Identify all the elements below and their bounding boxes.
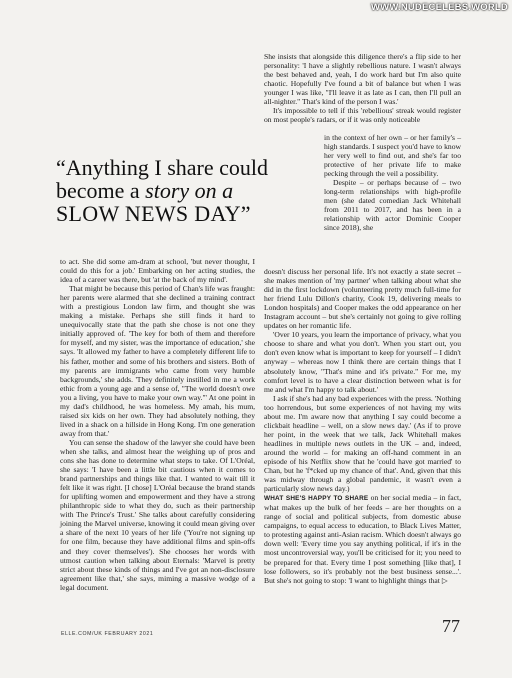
watermark: WWW.NUDECELEBS.WORLD: [371, 2, 508, 13]
right-column-bottom: [264, 267, 461, 585]
pull-quote: [56, 156, 316, 225]
left-column: [60, 257, 255, 592]
paragraph: 'Over 10 years, you learn the importance of privacy, what you choose to share and what you don't. When you start out, you don't even know what is important to keep for yourself – I didn't anyway – whereas now I think there are certain things that I absolutely know, "That's mine and it's private." For me, my comfort level is to have a clear distinction between what is for me and what I'm happy to talk about.': [264, 330, 461, 394]
paragraph: Despite – or perhaps because of – two long-term relationships with high-profile men (she dated comedian Jack Whitehall from 2011 to 2017, and has been in a relationship with actor Dominic Cooper since 2018), she: [324, 178, 461, 233]
right-column-top: [264, 52, 461, 124]
paragraph: doesn't discuss her personal life. It's not exactly a state secret – she makes mention of 'my partner' when talking about what she did in the first lockdown (volunteering pretty much full-time for her friend Lulu Dillon's charity, Cook 19, delivering meals to London hospitals) and Cooper makes the odd appearance on her Instagram account – but she's certainly not going to give rolling updates on her romantic life.: [264, 267, 461, 331]
right-column-narrow: [324, 133, 461, 233]
page-number: 77: [442, 616, 460, 636]
paragraph: in the context of her own – or her family's – high standards. I suspect you'd have to know her very well to find out, and she's far too protective of her private life to make pecking through the veil a possibility.: [324, 133, 461, 179]
section-lead-in: WHAT SHE'S HAPPY TO SHARE: [264, 495, 369, 503]
paragraph: She insists that alongside this diligence there's a flip side to her personality: 'I have a slightly rebellious nature. I wasn't always the best behaved and, yeah, I do work hard but I'm also quite chaotic. Hopefully I've found a bit of balance but when I was younger I was like, "I'll leave it as late as I can, then I'll pull an all-nighter." That's kind of the person I was.': [264, 52, 461, 107]
paragraph: You can sense the shadow of the lawyer she could have been when she talks, and almost hear the weighing up of pros and cons she has done to determine what steps to take. Of L'Oréal, she says: 'I have been a little bit cautious when it comes to brand partnerships and things like that. I wanted to wait till it felt like it was right. [I chose] L'Oréal because the brand stands for uplifting women and empowerment and they have a strong philanthropic side to what they do, such as their partnership with The Prince's Trust.' She talks about carefully considering joining the Marvel universe, knowing it could mean giving over a share of the next 10 years of her life ('You're not signing up for one film, because they have additional films and spin-offs and they cover themselves'). She chooses her words with utmost caution when talking about Eternals: 'Marvel is pretty strict about these kinds of things and I've got an non-disclosure agreement like that,' she says, miming a massive wodge of a legal document.: [60, 437, 255, 592]
pull-quote-line-2: become a story on a: [56, 178, 234, 203]
footer-issue: ELLE.COM/UK FEBRUARY 2021: [61, 631, 154, 637]
pull-quote-line-3: SLOW NEWS DAY”: [56, 201, 251, 226]
paragraph: WHAT SHE'S HAPPY TO SHARE on her social media – in fact, what makes up the bulk of her feeds – are her thoughts on a range of social and political subjects, from domestic abuse campaigns, to equal access to education, to Black Lives Matter, to protesting against anti-Asian racism. Which doesn't always go down well: 'Every time you say anything political, if it's in the most uncontroversial way, you'll be criticised for it; you need to be prepared for that. Every time I post something [like that], I lose followers, so it's probably not the best business sense...'. But she's not going to stop: 'I want to highlight things that ▷: [264, 493, 462, 585]
paragraph: I ask if she's had any bad experiences with the press. 'Nothing too horrendous, but some experiences of not having my wits about me. I'm aware now that anything I say could become a clickbait headline – well, on a slow news day.' (As if to prove her point, in the week that we talk, Jack Whitehall makes headlines in multiple news outlets in the UK – and, indeed, around the world – for making an off-hand comment in an episode of his Netflix show that he 'could have got married' to Chan, but he 'f*cked up my chance of that'. And, given that this was midway through a global pandemic, it wasn't even a particularly slow news day.): [264, 393, 461, 494]
paragraph: That might be because this period of Chan's life was fraught: her parents were alarmed that she declined a training contract with a prestigious London law firm, and thought she was making a mistake. Perhaps she still finds it hard to unequivocally state that the path she chose is not one they initially approved of. 'The key for both of them and therefore for myself, and my sister, was the importance of education,' she says. 'It allowed my father to have a completely different life to his father, mother and some of his brothers and sisters. Both of my parents are immigrants who came from very humble backgrounds,' she adds. 'They definitely instilled in me a work ethic from a young age and a sense of, "The world doesn't owe you a living, you have to make your own way."' At one point in my dad's childhood, he was homeless. My amah, his mum, raised six kids on her own. They had absolutely nothing, they lived in a shack on a hillside in Hong Kong. I'm one generation away from that.': [60, 284, 255, 438]
paragraph: It's impossible to tell if this 'rebellious' streak would register on most people's radars, or if it was only noticeable: [264, 106, 461, 125]
pull-quote-line-1: “Anything I share could: [56, 155, 268, 180]
paragraph: to act. She did some am-dram at school, 'but never thought, I could do this for a job.' Embarking on her acting studies, the idea of a career was there, but 'at the back of my mind'.: [60, 257, 255, 285]
